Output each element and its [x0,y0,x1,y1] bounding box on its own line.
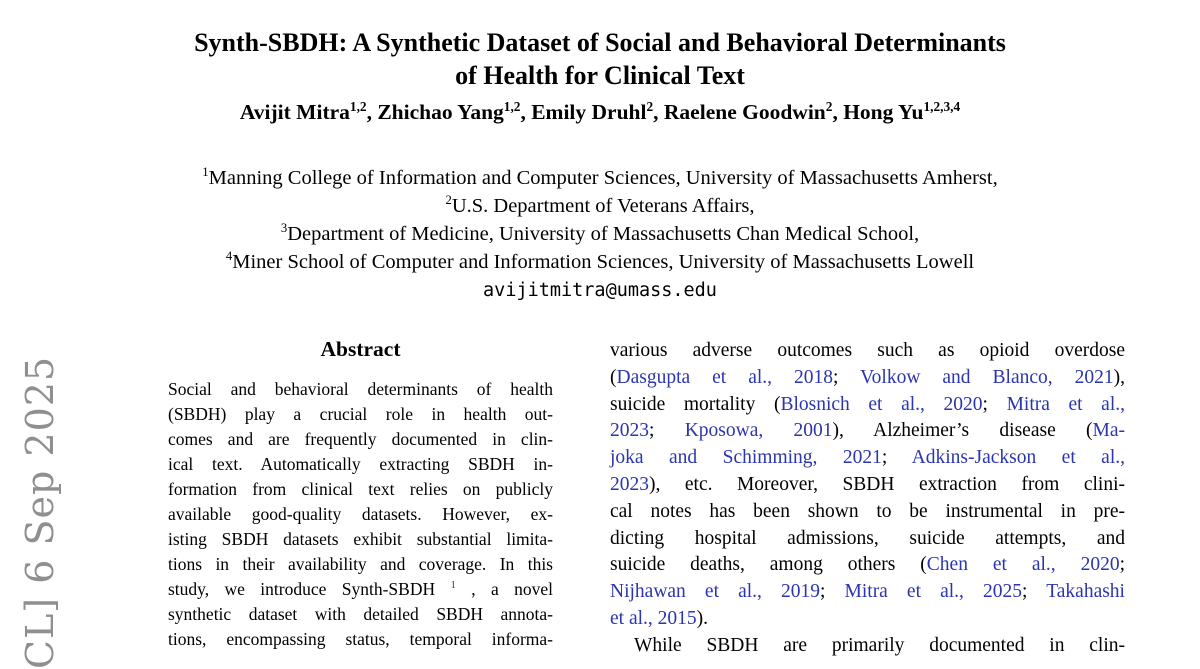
text-segment: ; [820,581,845,603]
citation-link[interactable]: Chen et al., 2020 [926,554,1120,576]
citation-link[interactable]: Volkow and Blanco, 2021 [860,366,1114,388]
text-line [610,365,1125,392]
text-line [610,579,1125,606]
text-line [610,526,1125,553]
introduction-text-column [610,338,1125,660]
text-segment: ; [833,366,861,388]
text-line [168,527,553,552]
superscript-marker: 1 [202,165,209,180]
citation-link[interactable]: 2023 [610,473,649,495]
text-segment: Department of Medicine, University of Massachusetts Chan Medical School, [287,223,920,245]
superscript-marker: 2 [825,98,833,114]
superscript-marker: 2 [646,98,654,114]
text-line [610,338,1125,365]
superscript-marker: 1,2 [503,98,521,114]
text-line [0,164,1200,192]
abstract-text [168,377,553,652]
citation-link[interactable]: Kposowa, 2001 [684,420,833,442]
text-segment: ), [1113,366,1125,388]
text-segment: ; [1119,554,1125,576]
text-line [0,248,1200,276]
superscript-marker: 2 [445,193,452,208]
text-segment: study, we introduce Synth-SBDH [168,579,451,599]
text-segment: , Raelene Goodwin [653,100,826,124]
superscript-marker: 1,2 [349,98,367,114]
text-segment: isting SBDH datasets exhibit substantial limita- [168,529,553,549]
text-segment: various adverse outcomes such as opioid overdose [610,340,1125,361]
text-line [168,552,553,577]
text-line [610,418,1125,445]
text-segment: comes and are frequently documented in clin- [168,429,553,449]
text-line [168,477,553,502]
abstract-heading: Abstract [320,337,401,361]
citation-link[interactable]: Nijhawan et al., 2019 [610,581,820,603]
citation-link[interactable]: 2023 [610,420,649,442]
text-line [168,402,553,427]
text-segment: cal notes has been shown to be instrumental in pre- [610,500,1125,522]
text-segment: of Health for Clinical Text [455,61,745,90]
text-line [0,99,1200,125]
text-line [610,552,1125,579]
footnote-ref-link[interactable]: 1 [450,579,456,592]
superscript-marker: 3 [280,221,288,236]
text-segment: ; [982,393,1007,415]
text-segment: ), etc. Moreover, SBDH extraction from clini- [649,473,1125,495]
text-line [610,392,1125,419]
citation-link[interactable]: Adkins-Jackson et al., [911,447,1126,469]
text-segment: While SBDH are primarily documented in clin- [634,634,1125,656]
text-segment: ), Alzheimer’s disease ( [832,420,1093,442]
text-line [610,499,1125,526]
superscript-marker: 4 [225,249,233,264]
text-segment: , Hong Yu [832,100,924,124]
text-line [168,502,553,527]
text-segment: tions in their availability and coverage. In this [168,554,553,574]
text-line [168,577,553,602]
text-line [610,606,1125,633]
citation-link[interactable]: joka and Schimming, 2021 [610,447,882,469]
text-line [168,452,553,477]
citation-link[interactable]: Dasgupta et al., 2018 [616,366,834,388]
text-line [610,445,1125,472]
citation-link[interactable]: Blosnich et al., 2020 [780,393,983,415]
citation-link[interactable]: Mitra et al., 2025 [844,581,1023,603]
text-segment: ( [610,366,617,388]
text-line [0,192,1200,220]
citation-link[interactable]: Ma- [1092,420,1125,442]
contact-email: avijitmitra@umass.edu [483,280,717,301]
text-line [168,427,553,452]
text-segment: Avijit Mitra [239,100,350,124]
text-segment: ; [649,420,685,442]
text-segment: formation from clinical text relies on publicly [168,479,553,499]
text-line [0,26,1200,59]
text-segment: tions, encompassing status, temporal informa- [168,629,553,649]
affiliations-block [0,164,1200,276]
citation-link[interactable]: et al., 2015 [610,607,697,629]
text-segment: suicide mortality ( [610,393,781,415]
text-segment: synthetic dataset with detailed SBDH annota- [168,604,553,624]
text-line [0,220,1200,248]
text-line [168,377,553,402]
text-segment: dicting hospital admissions, suicide attempts, and [610,527,1125,549]
superscript-marker: 1,2,3,4 [923,98,961,114]
text-segment: (SBDH) play a crucial role in health out- [168,404,553,424]
text-segment: , a novel [455,579,553,599]
citation-link[interactable]: Mitra et al., [1006,393,1126,415]
text-segment: ical text. Automatically extracting SBDH in- [168,454,553,474]
text-segment: ; [881,447,912,469]
text-segment: Social and behavioral determinants of health [168,379,553,399]
text-line [610,633,1125,660]
text-segment: available good-quality datasets. However, ex- [168,504,553,524]
text-line [168,602,553,627]
text-segment: Synth-SBDH: A Synthetic Dataset of Social and Behavioral Determinants [194,28,1006,57]
text-segment: Manning College of Information and Computer Sciences, University of Massachusetts Amherst, [208,167,998,189]
text-segment: ). [696,607,709,629]
text-segment: U.S. Department of Veterans Affairs, [451,195,755,217]
paper-title [0,26,1200,92]
text-segment: , Zhichao Yang [366,100,504,124]
text-segment: , Emily Druhl [520,100,647,124]
text-line [610,472,1125,499]
text-line [0,59,1200,92]
text-segment: suicide deaths, among others ( [610,554,927,576]
text-segment: ; [1022,581,1047,603]
authors-line [0,99,1200,125]
text-segment: Miner School of Computer and Information Sciences, University of Massachusetts Lowell [232,251,975,273]
arxiv-watermark: CL] 6 Sep 2025 [18,355,62,669]
text-line [168,627,553,652]
citation-link[interactable]: Takahashi [1046,581,1125,603]
